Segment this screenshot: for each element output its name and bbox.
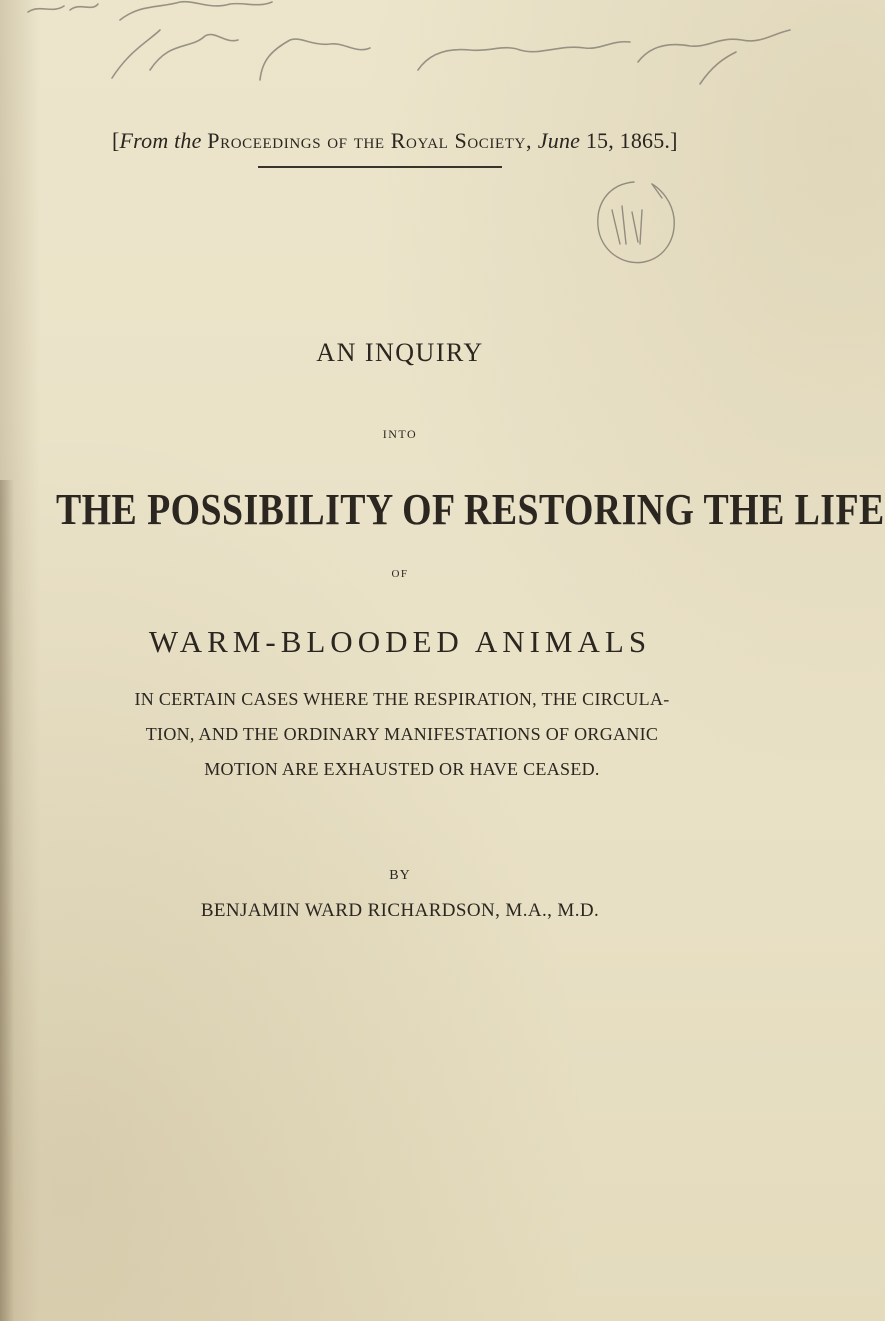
title-inquiry: AN INQUIRY (316, 338, 484, 367)
description-line: MOTION ARE EXHAUSTED OR HAVE CEASED. (204, 759, 600, 779)
title-into: INTO (382, 427, 418, 441)
title-of: OF (391, 568, 409, 580)
source-header (112, 128, 692, 154)
header-bracket: [ (112, 128, 120, 153)
header-from: From the (119, 128, 202, 153)
header-rule (258, 166, 502, 168)
main-title: THE POSSIBILITY OF RESTORING THE LIFE (56, 485, 885, 534)
header-proceedings: Proceedings of the Royal Society, (207, 128, 533, 153)
header-date: 15, 1865.] (585, 128, 678, 153)
pencil-monogram-icon (582, 172, 686, 276)
description-line: IN CERTAIN CASES WHERE THE RESPIRATION, THE CIRCULA- (134, 689, 670, 709)
handwritten-scrawl (0, 0, 800, 90)
title-description (92, 682, 712, 787)
header-month: June (537, 128, 581, 153)
description-line: TION, AND THE ORDINARY MANIFESTATIONS OF ORGANIC (145, 724, 659, 744)
byline-by: BY (389, 868, 411, 883)
subject-title: WARM-BLOODED ANIMALS (148, 624, 652, 659)
author-name: BENJAMIN WARD RICHARDSON, M.A., M.D. (200, 900, 600, 921)
